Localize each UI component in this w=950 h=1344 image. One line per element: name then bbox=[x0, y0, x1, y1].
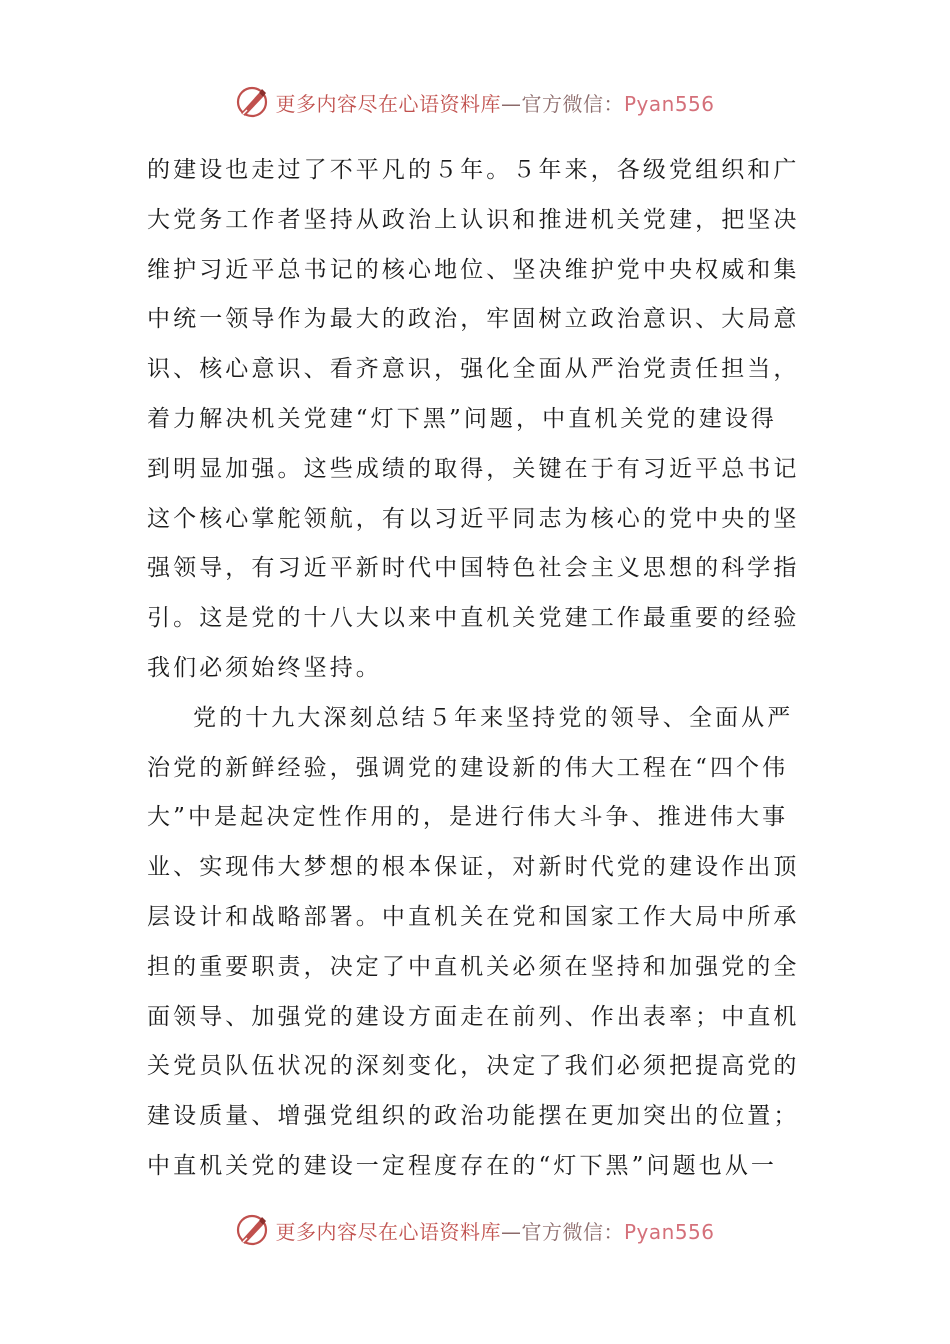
watermark-text bbox=[275, 1216, 714, 1245]
text-line: 业、实现伟大梦想的根本保证，对新时代党的建设作出顶 bbox=[147, 854, 800, 881]
text-line: 我们必须始终坚持。 bbox=[147, 654, 382, 681]
text-line: 党的十九大深刻总结５年来坚持党的领导、全面从严 bbox=[193, 704, 794, 731]
watermark-official: 官方微信： bbox=[521, 91, 624, 116]
text-line: 到明显加强。这些成绩的取得，关键在于有习近平总书记 bbox=[147, 455, 800, 482]
watermark-dash: — bbox=[500, 91, 522, 116]
text-line: 关党员队伍状况的深刻变化，决定了我们必须把提高党的 bbox=[147, 1053, 800, 1080]
watermark-official: 官方微信： bbox=[521, 1219, 624, 1244]
text-line: 强领导，有习近平新时代中国特色社会主义思想的科学指 bbox=[147, 555, 800, 582]
text-line: 着力解决机关党建“灯下黑”问题，中直机关党的建设得 bbox=[147, 405, 778, 432]
pen-logo-icon bbox=[235, 85, 269, 119]
text-line: 治党的新鲜经验，强调党的建设新的伟大工程在“四个伟 bbox=[147, 754, 789, 781]
paragraph-1 bbox=[147, 146, 807, 694]
pen-logo-icon bbox=[235, 1213, 269, 1247]
text-line: 面领导、加强党的建设方面走在前列、作出表率；中直机 bbox=[147, 1003, 800, 1030]
watermark-id: Pyan556 bbox=[623, 91, 715, 116]
watermark-main: 更多内容尽在心语资料库 bbox=[275, 91, 501, 116]
text-line: 大”中是起决定性作用的，是进行伟大斗争、推进伟大事 bbox=[147, 804, 789, 831]
text-line: 建设质量、增强党组织的政治功能摆在更加突出的位置； bbox=[147, 1103, 800, 1130]
watermark-dash: — bbox=[500, 1219, 522, 1244]
text-line: 维护习近平总书记的核心地位、坚决维护党中央权威和集 bbox=[147, 256, 800, 283]
watermark-text bbox=[275, 88, 714, 117]
watermark-main: 更多内容尽在心语资料库 bbox=[275, 1219, 501, 1244]
paragraph-2 bbox=[147, 694, 807, 1192]
watermark-id: Pyan556 bbox=[623, 1219, 715, 1244]
text-line: 这个核心掌舵领航，有以习近平同志为核心的党中央的坚 bbox=[147, 505, 800, 532]
text-line: 识、核心意识、看齐意识，强化全面从严治党责任担当， bbox=[147, 356, 800, 383]
text-line: 引。这是党的十八大以来中直机关党建工作最重要的经验 bbox=[147, 605, 800, 632]
document-body bbox=[147, 146, 807, 1192]
text-line: 担的重要职责，决定了中直机关必须在坚持和加强党的全 bbox=[147, 953, 800, 980]
text-line: 大党务工作者坚持从政治上认识和推进机关党建，把坚决 bbox=[147, 206, 800, 233]
text-line: 层设计和战略部署。中直机关在党和国家工作大局中所承 bbox=[147, 903, 800, 930]
text-line: 的建设也走过了不平凡的５年。５年来，各级党组织和广 bbox=[147, 157, 800, 183]
footer-watermark bbox=[0, 1210, 950, 1250]
text-line: 中直机关党的建设一定程度存在的“灯下黑”问题也从一 bbox=[147, 1152, 778, 1179]
text-line: 中统一领导作为最大的政治，牢固树立政治意识、大局意 bbox=[147, 306, 800, 333]
header-watermark bbox=[0, 82, 950, 122]
